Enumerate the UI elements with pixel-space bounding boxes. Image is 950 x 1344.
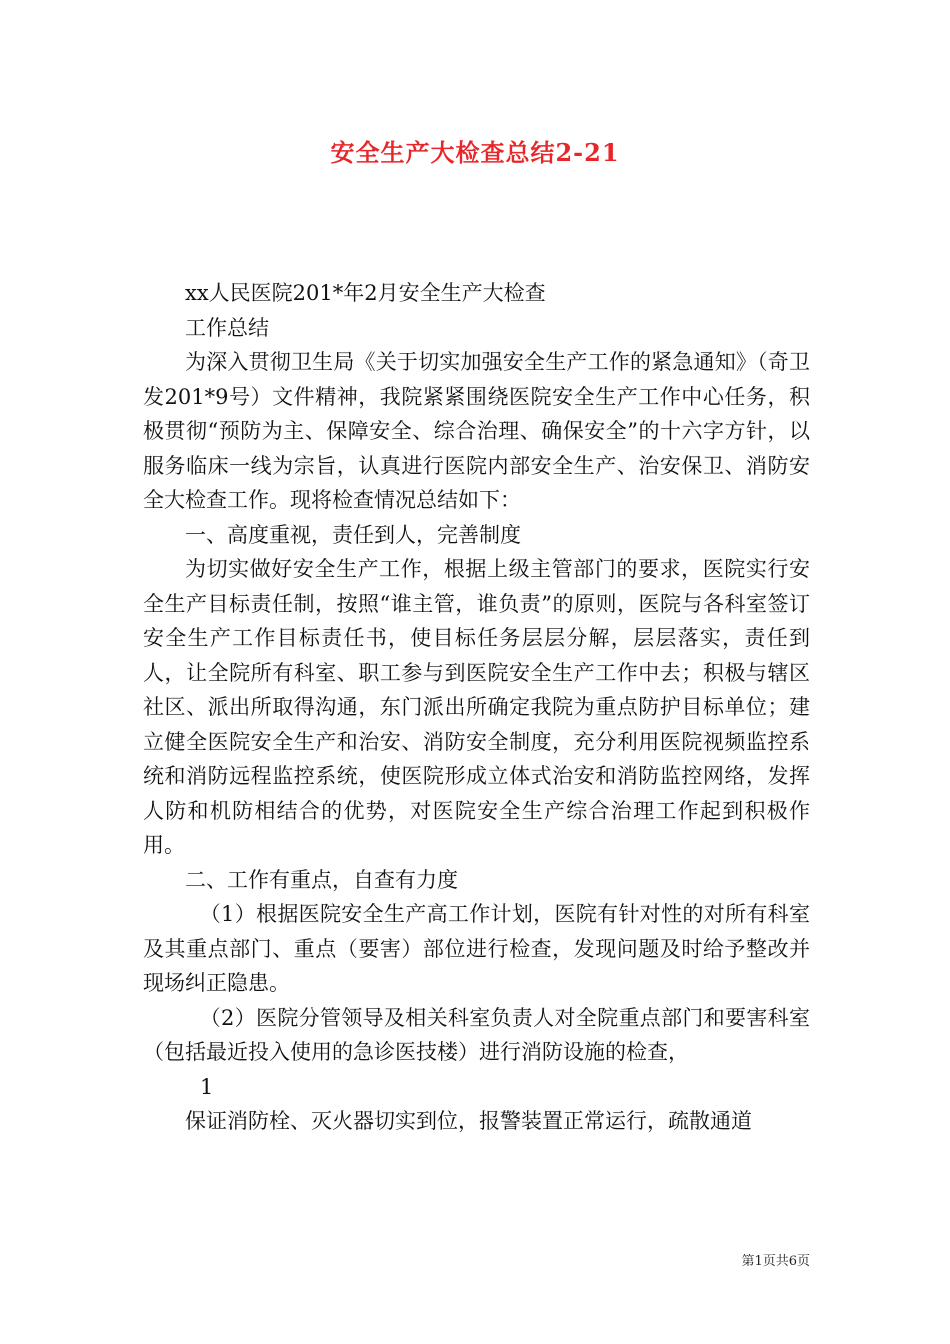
document-title: 安全生产大检查总结2-21	[330, 138, 620, 167]
paragraph-heading-line1: xx人民医院201*年2月安全生产大检查	[185, 281, 546, 305]
paragraph-continued: 保证消防栓、灭火器切实到位，报警装置正常运行，疏散通道	[185, 1109, 752, 1133]
page-footer: 第1页共6页	[741, 1254, 810, 1269]
paragraph-item-1: （1）根据医院安全生产高工作计划，医院有针对性的对所有科室及其重点部门、重点（要害）部位进行检查，发现问题及时给予整改并现场纠正隐患。	[143, 902, 810, 995]
paragraph-heading-line2: 工作总结	[185, 315, 269, 340]
paragraph-item-2: （2）医院分管领导及相关科室负责人对全院重点部门和要害科室（包括最近投入使用的急诊医技楼）进行消防设施的检查，	[143, 1005, 810, 1064]
paragraph-section-1: 为切实做好安全生产工作，根据上级主管部门的要求，医院实行安全生产目标责任制，按照“谁主管，谁负责”的原则，医院与各科室签订安全生产工作目标责任书，使目标任务层层分解，层层落实，责任到人，让全院所有科室、职工参与到医院安全生产工作中去；积极与辖区社区、派出所取得沟通，东门派出所确定我院为重点防护目标单位；建立健全医院安全生产和治安、消防安全制度，充分利用医院视频监控系统和消防远程监控系统，使医院形成立体式治安和消防监控网络，发挥人防和机防相结合的优势，对医院安全生产综合治理工作起到积极作用。	[143, 557, 810, 857]
section-heading-2: 二、工作有重点，自查有力度	[185, 867, 458, 892]
page-marker: 1	[200, 1074, 214, 1099]
paragraph-intro: 为深入贯彻卫生局《关于切实加强安全生产工作的紧急通知》（奇卫发201*9号）文件精神，我院紧紧围绕医院安全生产工作中心任务，积极贯彻“预防为主、保障安全、综合治理、确保安全”的十六字方针，以服务临床一线为宗旨，认真进行医院内部安全生产、治安保卫、消防安全大检查工作。现将检查情况总结如下：	[143, 350, 810, 512]
section-heading-1: 一、高度重视，责任到人，完善制度	[185, 522, 521, 547]
document-body	[143, 276, 810, 1139]
